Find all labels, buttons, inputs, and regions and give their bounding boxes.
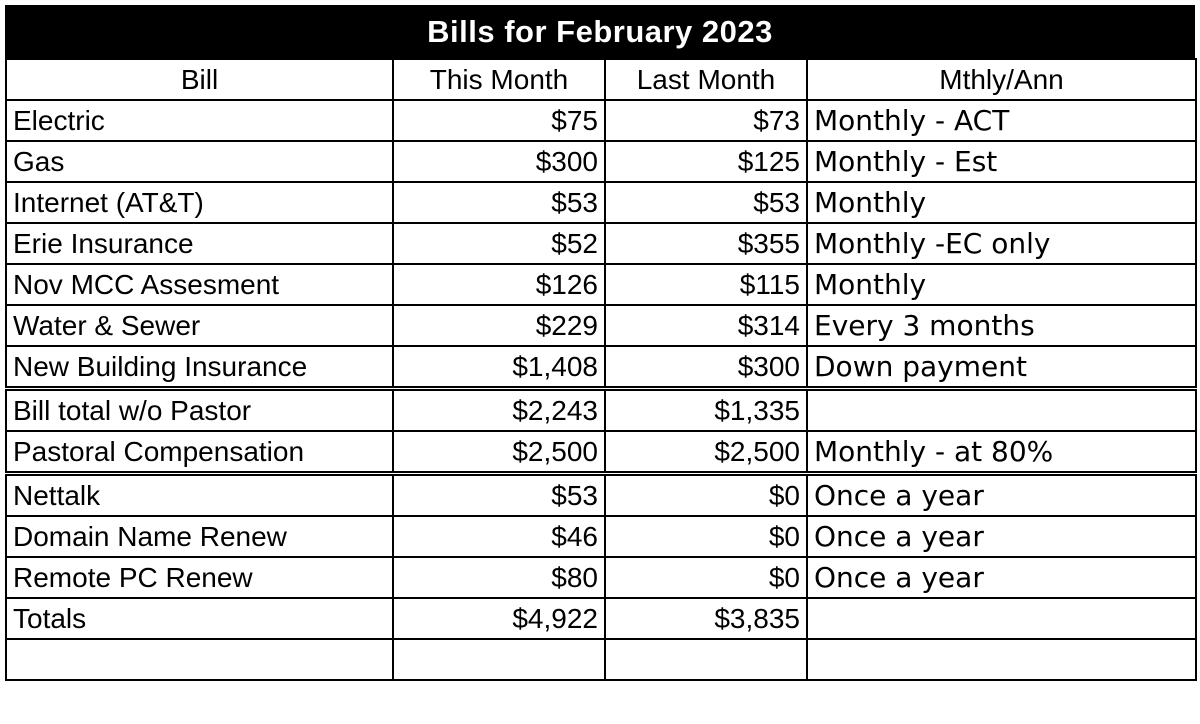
last-month-amount: $355 <box>605 223 807 264</box>
header-bill: Bill <box>6 59 393 100</box>
last-month-amount: $2,500 <box>605 431 807 474</box>
bill-name: Nettalk <box>6 474 393 517</box>
last-month-amount: $0 <box>605 474 807 517</box>
table-row-water-sewer <box>6 305 1196 346</box>
table-row-gas <box>6 141 1196 182</box>
empty-cell <box>393 639 605 680</box>
bill-frequency: Monthly <box>807 264 1196 305</box>
this-month-amount: $300 <box>393 141 605 182</box>
table-row-erie-insurance <box>6 223 1196 264</box>
bill-frequency: Once a year <box>807 557 1196 598</box>
this-month-amount: $229 <box>393 305 605 346</box>
bill-frequency <box>807 389 1196 432</box>
this-month-amount: $1,408 <box>393 346 605 389</box>
this-month-amount: $46 <box>393 516 605 557</box>
bills-table <box>5 58 1197 681</box>
table-row-domain-renew <box>6 516 1196 557</box>
table-row-building-insurance <box>6 346 1196 389</box>
table-row-pastoral-compensation <box>6 431 1196 474</box>
bill-frequency: Monthly - ACT <box>807 100 1196 141</box>
table-row-subtotal <box>6 389 1196 432</box>
bill-name: Pastoral Compensation <box>6 431 393 474</box>
this-month-total: $4,922 <box>393 598 605 639</box>
header-row <box>6 59 1196 100</box>
last-month-amount: $0 <box>605 516 807 557</box>
this-month-amount: $126 <box>393 264 605 305</box>
bill-frequency: Once a year <box>807 474 1196 517</box>
this-month-amount: $2,500 <box>393 431 605 474</box>
bill-frequency <box>807 598 1196 639</box>
bill-name: Erie Insurance <box>6 223 393 264</box>
sheet-title: Bills for February 2023 <box>5 5 1195 58</box>
bill-name: Remote PC Renew <box>6 557 393 598</box>
last-month-subtotal: $1,335 <box>605 389 807 432</box>
bill-name: Electric <box>6 100 393 141</box>
bill-name: Water & Sewer <box>6 305 393 346</box>
header-frequency: Mthly/Ann <box>807 59 1196 100</box>
empty-cell <box>807 639 1196 680</box>
bill-name: New Building Insurance <box>6 346 393 389</box>
bill-frequency: Once a year <box>807 516 1196 557</box>
bill-name: Internet (AT&T) <box>6 182 393 223</box>
this-month-amount: $75 <box>393 100 605 141</box>
table-row-remote-pc-renew <box>6 557 1196 598</box>
table-row-totals <box>6 598 1196 639</box>
totals-label: Totals <box>6 598 393 639</box>
last-month-amount: $115 <box>605 264 807 305</box>
bill-frequency: Monthly <box>807 182 1196 223</box>
table-row-empty <box>6 639 1196 680</box>
empty-cell <box>6 639 393 680</box>
this-month-amount: $80 <box>393 557 605 598</box>
this-month-amount: $53 <box>393 474 605 517</box>
last-month-amount: $125 <box>605 141 807 182</box>
table-row-nettalk <box>6 474 1196 517</box>
bill-name: Gas <box>6 141 393 182</box>
this-month-subtotal: $2,243 <box>393 389 605 432</box>
header-last-month: Last Month <box>605 59 807 100</box>
last-month-total: $3,835 <box>605 598 807 639</box>
bill-frequency: Monthly - at 80% <box>807 431 1196 474</box>
empty-cell <box>605 639 807 680</box>
bill-frequency: Monthly - Est <box>807 141 1196 182</box>
bill-frequency: Every 3 months <box>807 305 1196 346</box>
last-month-amount: $73 <box>605 100 807 141</box>
this-month-amount: $53 <box>393 182 605 223</box>
bill-frequency: Monthly -EC only <box>807 223 1196 264</box>
last-month-amount: $314 <box>605 305 807 346</box>
header-this-month: This Month <box>393 59 605 100</box>
table-row-internet <box>6 182 1196 223</box>
bill-name: Domain Name Renew <box>6 516 393 557</box>
bills-spreadsheet <box>5 5 1195 707</box>
bill-name: Nov MCC Assesment <box>6 264 393 305</box>
table-row-electric <box>6 100 1196 141</box>
table-row-mcc-assesment <box>6 264 1196 305</box>
this-month-amount: $52 <box>393 223 605 264</box>
last-month-amount: $0 <box>605 557 807 598</box>
bill-name: Bill total w/o Pastor <box>6 389 393 432</box>
last-month-amount: $300 <box>605 346 807 389</box>
last-month-amount: $53 <box>605 182 807 223</box>
bill-frequency: Down payment <box>807 346 1196 389</box>
